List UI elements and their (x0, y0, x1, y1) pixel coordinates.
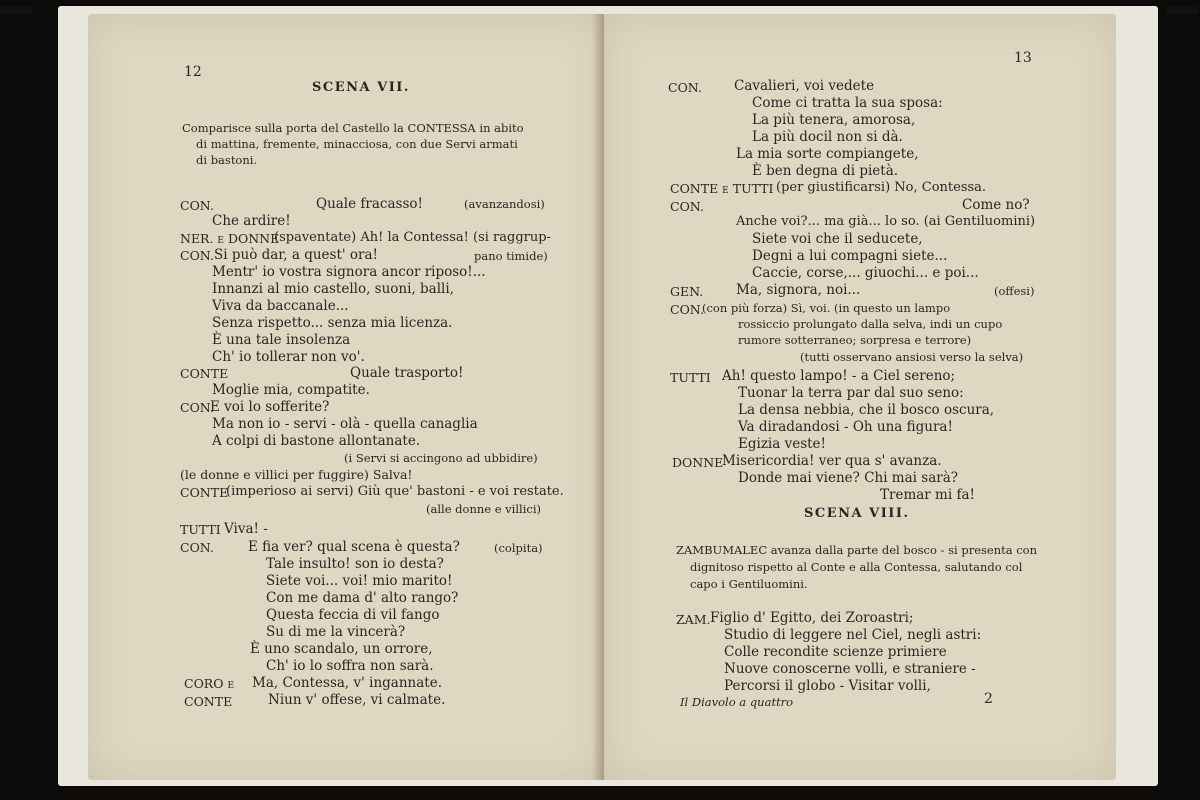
stage-note: (tutti osservano ansiosi verso la selva) (800, 350, 1024, 364)
verse-line: Che ardire! (212, 213, 291, 229)
stage-note: (avanzandosi) (464, 197, 545, 211)
verse-line: Tremar mi fa! (880, 487, 975, 503)
verse-line: Mentr' io vostra signora ancor riposo!... (212, 264, 486, 280)
verse-line: Senza rispetto... senza mia licenza. (212, 315, 453, 331)
verse-line: Innanzi al mio castello, suoni, balli, (212, 281, 454, 297)
stage-direction-line: Comparisce sulla porta del Castello la CONTESSA in abito (182, 121, 524, 135)
speaker-label: CON. (180, 540, 214, 555)
page-number: 12 (184, 64, 202, 80)
verse-line: Con me dama d' alto rango? (266, 590, 459, 606)
verse-line: Tale insulto! son io desta? (266, 556, 444, 572)
verse-line: (per giustificarsi) No, Contessa. (776, 180, 987, 195)
stage-note: (offesi) (994, 284, 1035, 298)
speaker-label: ZAM. (676, 612, 711, 627)
verse-line: Ma, Contessa, v' ingannate. (252, 675, 442, 691)
verse-line: Viva da baccanale... (212, 298, 349, 314)
verse-line: Quale fracasso! (316, 196, 423, 212)
speaker-label: CON. (180, 400, 214, 415)
verse-line: Figlio d' Egitto, dei Zoroastri; (710, 610, 914, 626)
stage-direction-line: di mattina, fremente, minacciosa, con due Servi armati (196, 137, 518, 151)
verse-line: Caccie, corse,... giuochi... e poi... (752, 265, 979, 281)
stage-direction-line: di bastoni. (196, 153, 258, 167)
verse-line: Percorsi il globo - Visitar volli, (724, 678, 931, 694)
stage-note: (alle donne e villici) (426, 502, 541, 516)
speaker-label: CON. (670, 302, 704, 317)
speaker-label: CON. (668, 80, 702, 95)
verse-line: Si può dar, a quest' ora! (214, 247, 378, 263)
speaker-label: CORO e (184, 676, 235, 691)
speaker-label: TUTTI (180, 522, 221, 537)
stage-note: (colpita) (494, 541, 543, 555)
verse-line: Degni a lui compagni siete... (752, 248, 948, 264)
stage-direction-line: dignitoso rispetto al Conte e alla Contessa, salutando col (690, 560, 1023, 574)
speaker-label: DONNE (672, 455, 724, 470)
verse-line: Cavalieri, voi vedete (734, 78, 875, 94)
verse-line: Donde mai viene? Chi mai sarà? (738, 470, 958, 486)
verse-line: La più tenera, amorosa, (752, 112, 916, 128)
verse-line: È una tale insolenza (212, 332, 351, 348)
verse-line: Anche voi?... ma già... lo so. (ai Gentiluomini) (736, 214, 1036, 229)
page-number: 13 (1014, 50, 1032, 66)
verse-line: Ah! questo lampo! - a Ciel sereno; (722, 368, 956, 384)
speaker-label: CON. (180, 198, 214, 213)
stage-note: (i Servi si accingono ad ubbidire) (344, 451, 538, 465)
verse-line: Studio di leggere nel Ciel, negli astri: (724, 627, 982, 643)
corner-mark (0, 6, 32, 14)
verse-line: Ma non io - servi - olà - quella canaglia (212, 416, 478, 432)
footer-title: Il Diavolo a quattro (680, 695, 794, 709)
verse-line: E voi lo sofferite? (210, 399, 330, 415)
speaker-label: NER. e DONNE (180, 231, 280, 246)
speaker-label: CONTE (180, 366, 229, 381)
stage-direction-line: ZAMBUMALEC avanza dalla parte del bosco - si presenta con (676, 543, 1038, 557)
verse-line: La mia sorte compiangete, (736, 146, 919, 162)
verse-line: La densa nebbia, che il bosco oscura, (738, 402, 995, 418)
speaker-label: CONTE e TUTTI (670, 181, 774, 196)
verse-line: Nuove conoscerne volli, e straniere - (724, 661, 976, 677)
verse-line: (le donne e villici per fuggire) Salva! (180, 467, 413, 482)
verse-line: Va diradandosi - Oh una figura! (738, 419, 953, 435)
verse-line: Ma, signora, noi... (736, 282, 861, 298)
right-page (604, 14, 1116, 780)
verse-line: Su di me la vincerà? (266, 624, 406, 640)
verse-line: A colpi di bastone allontanate. (212, 433, 421, 449)
speaker-label: CON. (180, 248, 214, 263)
scene-heading: SCENA VII. (312, 80, 410, 95)
speaker-label: TUTTI (670, 370, 711, 385)
verse-line: Viva! - (224, 521, 268, 537)
left-page (88, 14, 604, 780)
verse-line: Siete voi... voi! mio marito! (266, 573, 453, 589)
verse-line: (imperioso ai servi) Giù que' bastoni - e voi restate. (226, 484, 564, 499)
verse-line: Siete voi che il seducete, (752, 231, 923, 247)
speaker-label: GEN. (670, 284, 704, 299)
stage-direction-line: capo i Gentiluomini. (690, 577, 808, 591)
verse-line: (spaventate) Ah! la Contessa! (si raggrup- (274, 230, 551, 245)
verse-line: Questa feccia di vil fango (266, 607, 440, 623)
signature-mark: 2 (984, 691, 993, 707)
verse-line: Colle recondite scienze primiere (724, 644, 947, 660)
speaker-label: CON. (670, 199, 704, 214)
verse-line: Quale trasporto! (350, 365, 464, 381)
speaker-label: CONTE (180, 485, 229, 500)
verse-line: Tuonar la terra par dal suo seno: (738, 385, 964, 401)
verse-line: Egizia veste! (738, 436, 826, 452)
verse-line: Niun v' offese, vi calmate. (268, 692, 446, 708)
verse-line: Ch' io tollerar non vo'. (212, 349, 365, 365)
verse-line: Come ci tratta la sua sposa: (752, 95, 943, 111)
verse-line: E fia ver? qual scena è questa? (248, 539, 460, 555)
scene-heading: SCENA VIII. (804, 506, 910, 521)
verse-line: È ben degna di pietà. (752, 163, 899, 179)
stage-note: pano timide) (474, 249, 548, 263)
verse-line: La più docil non si dà. (752, 129, 903, 145)
stage-note: rumore sotterraneo; sorpresa e terrore) (738, 333, 972, 347)
verse-line: Ch' io lo soffra non sarà. (266, 658, 434, 674)
verse-line: È uno scandalo, un orrore, (250, 641, 433, 657)
verse-line: Moglie mia, compatite. (212, 382, 370, 398)
verse-line: Come no? (962, 197, 1030, 213)
stage-note: (con più forza) Sì, voi. (in questo un lampo (702, 301, 951, 315)
verse-line: Misericordia! ver qua s' avanza. (722, 453, 942, 469)
corner-mark (1166, 6, 1198, 14)
speaker-label: CONTE (184, 694, 233, 709)
stage-note: rossiccio prolungato dalla selva, indi un cupo (738, 317, 1003, 331)
